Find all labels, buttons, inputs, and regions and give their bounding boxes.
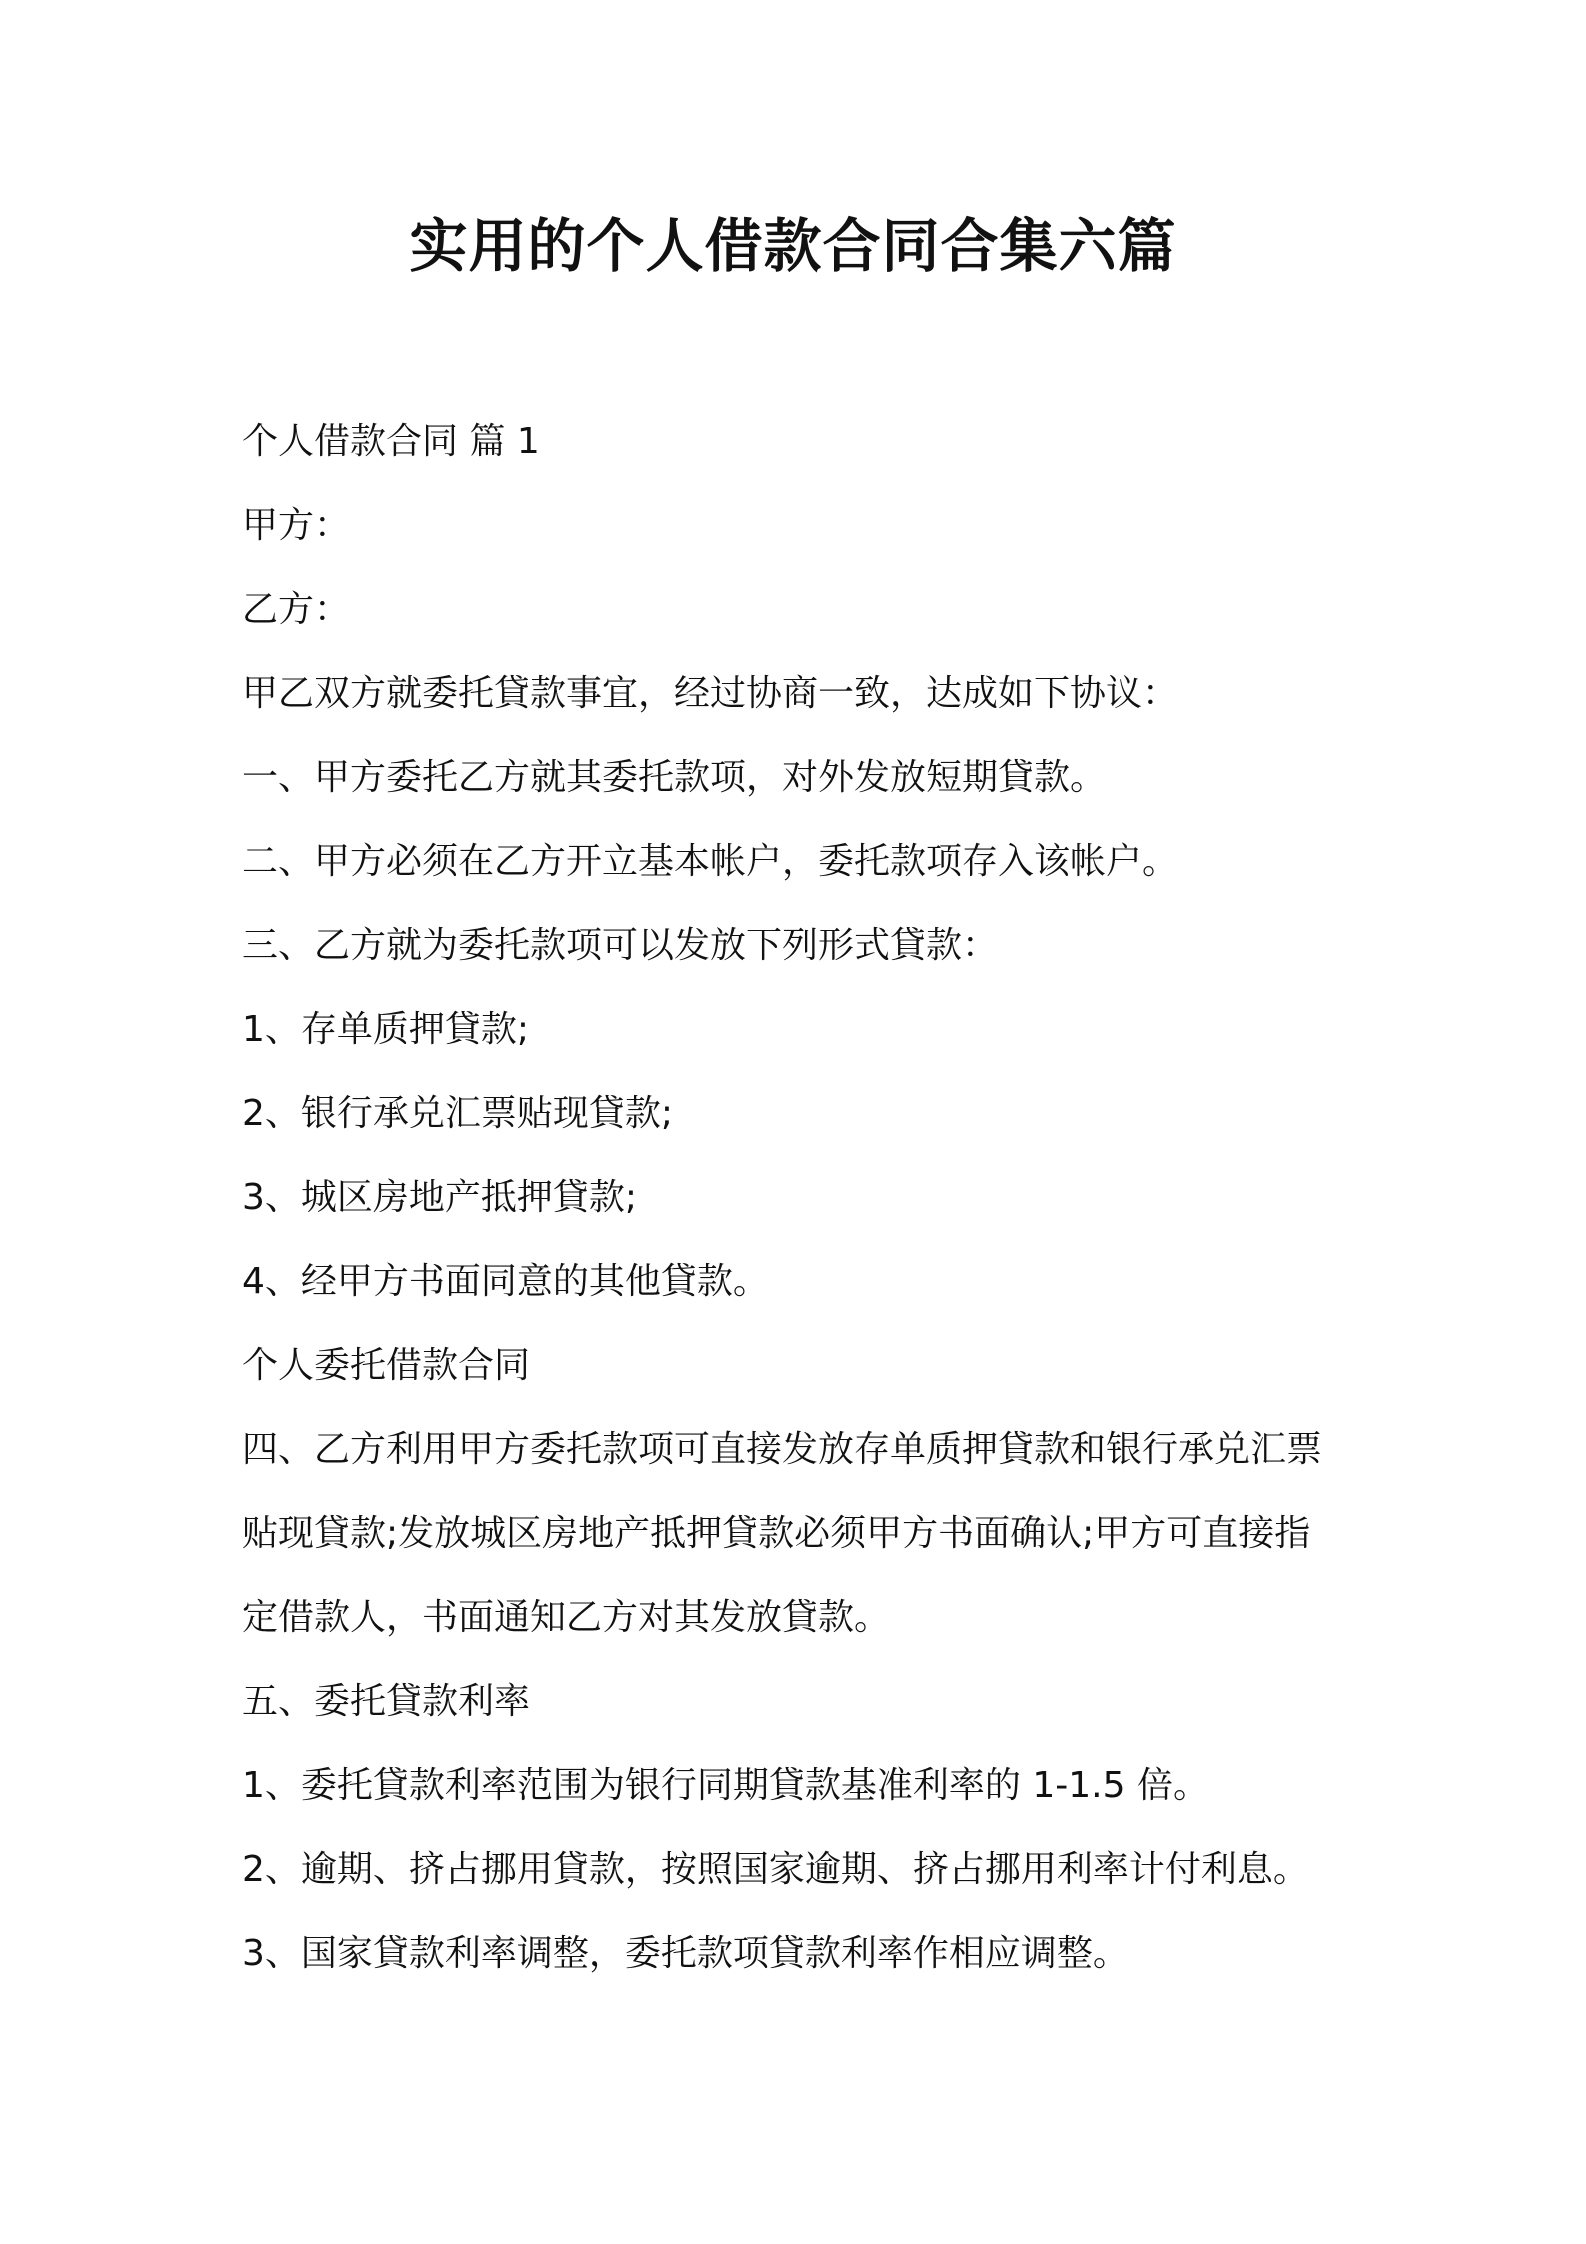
clause-3: 三、乙方就为委托款项可以发放下列形式貸款： xyxy=(242,925,999,966)
party-b-line: 乙方： xyxy=(242,589,351,630)
loan-type-item: 3、城区房地产抵押貸款; xyxy=(242,1177,638,1218)
clause-4-line: 定借款人，书面通知乙方对其发放貸款。 xyxy=(242,1597,891,1638)
loan-type-item: 4、经甲方书面同意的其他貸款。 xyxy=(242,1261,769,1302)
interest-item: 3、国家貸款利率调整，委托款项貸款利率作相应调整。 xyxy=(242,1933,1129,1974)
clause-5-heading: 五、委托貸款利率 xyxy=(242,1681,531,1722)
clause-2: 二、甲方必须在乙方开立基本帐户，委托款项存入该帐户。 xyxy=(242,841,1179,882)
subheading: 个人委托借款合同 xyxy=(242,1345,531,1386)
interest-item: 1、委托貸款利率范围为银行同期貸款基准利率的 1-1.5 倍。 xyxy=(242,1765,1209,1806)
document-body xyxy=(242,400,1362,1996)
clause-4-line: 四、乙方利用甲方委托款项可直接发放存单质押貸款和银行承兑汇票 xyxy=(242,1429,1323,1470)
party-a-line: 甲方： xyxy=(242,505,351,546)
clause-1: 一、甲方委托乙方就其委托款项，对外发放短期貸款。 xyxy=(242,757,1107,798)
agreement-intro: 甲乙双方就委托貸款事宜，经过协商一致，达成如下协议： xyxy=(242,673,1179,714)
section-heading: 个人借款合同 篇 1 xyxy=(242,421,540,462)
document-title: 实用的个人借款合同合集六篇 xyxy=(409,212,1177,280)
interest-item: 2、逾期、挤占挪用貸款，按照国家逾期、挤占挪用利率计付利息。 xyxy=(242,1849,1309,1890)
loan-type-item: 2、银行承兑汇票贴现貸款; xyxy=(242,1093,674,1134)
loan-type-item: 1、存单质押貸款; xyxy=(242,1009,530,1050)
clause-4-line: 贴现貸款;发放城区房地产抵押貸款必须甲方书面确认;甲方可直接指 xyxy=(242,1513,1311,1554)
